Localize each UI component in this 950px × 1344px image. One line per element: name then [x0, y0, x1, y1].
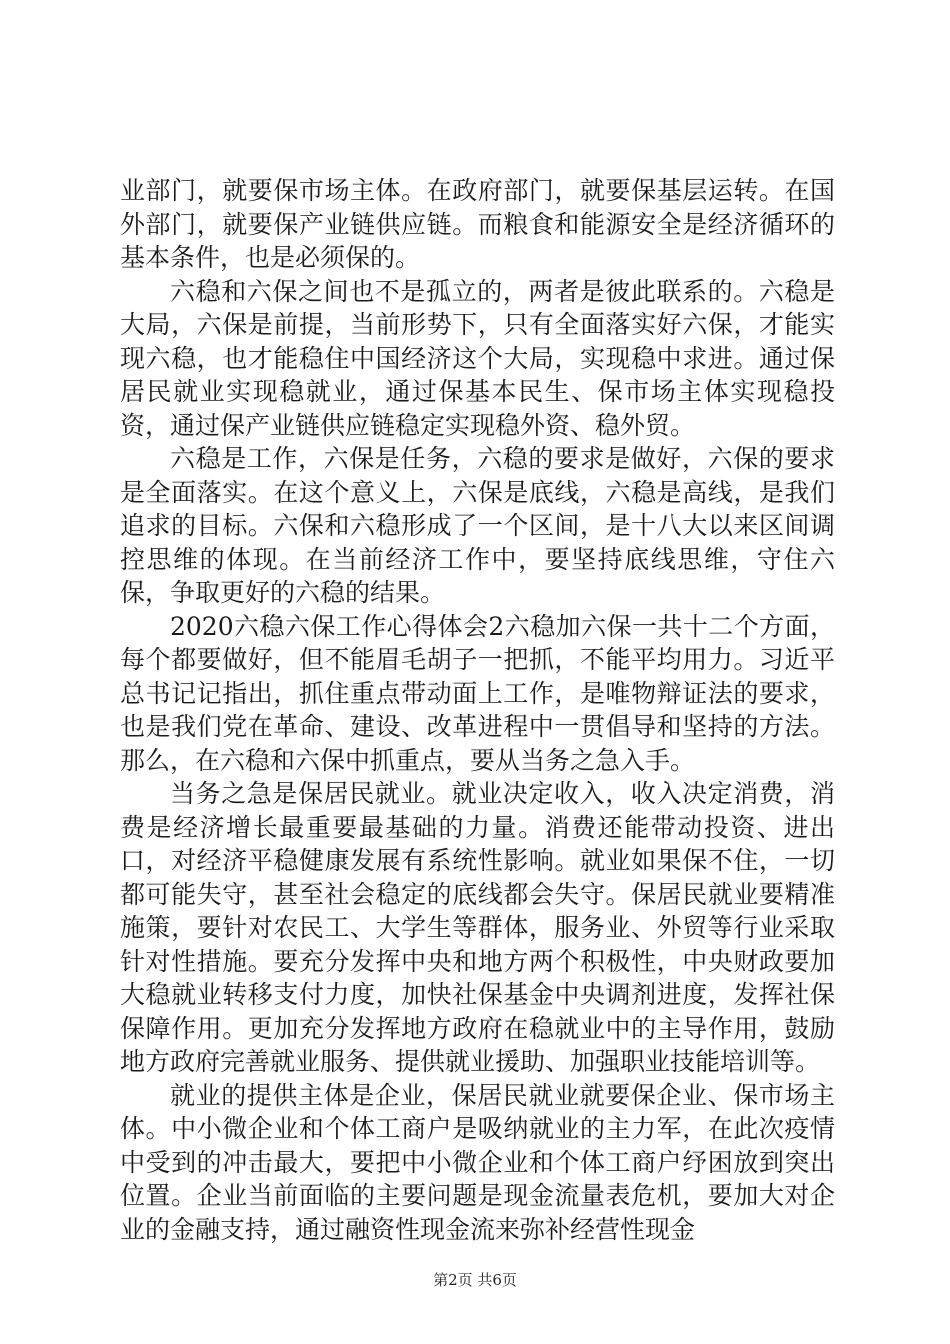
document-body — [120, 174, 835, 1246]
page-footer: 第2页 共6页 — [433, 1271, 517, 1289]
paragraph-4: 2020六稳六保工作心得体会2六稳加六保一共十二个方面，每个都要做好，但不能眉毛胡子一把抓，不能平均用力。习近平总书记记指出，抓住重点带动面上工作，是唯物辩证法的要求，也是我们党在革命、建设、改革进程中一贯倡导和坚持的方法。那么，在六稳和六保中抓重点，要从当务之急入手。 — [120, 611, 835, 775]
paragraph-5: 当务之急是保居民就业。就业决定收入，收入决定消费，消费是经济增长最重要最基础的力量。消费还能带动投资、进出口，对经济平稳健康发展有系统性影响。就业如果保不住，一切都可能失守，甚至社会稳定的底线都会失守。保居民就业要精准施策，要针对农民工、大学生等群体，服务业、外贸等行业采取针对性措施。要充分发挥中央和地方两个积极性，中央财政要加大稳就业转移支付力度，加快社保基金中央调剂进度，发挥社保保障作用。更加充分发挥地方政府在稳就业中的主导作用，鼓励地方政府完善就业服务、提供就业援助、加强职业技能培训等。 — [120, 779, 835, 1076]
paragraph-6: 就业的提供主体是企业，保居民就业就要保企业、保市场主体。中小微企业和个体工商户是吸纳就业的主力军，在此次疫情中受到的冲击最大，要把中小微企业和个体工商户纾困放到突出位置。企业当前面临的主要问题是现金流量表危机，要加大对企业的金融支持，通过融资性现金流来弥补经营性现金 — [120, 1080, 835, 1244]
paragraph-2: 六稳和六保之间也不是孤立的，两者是彼此联系的。六稳是大局，六保是前提，当前形势下，只有全面落实好六保，才能实现六稳，也才能稳住中国经济这个大局，实现稳中求进。通过保居民就业实现稳就业，通过保基本民生、保市场主体实现稳投资，通过保产业链供应链稳定实现稳外资、稳外贸。 — [120, 276, 835, 440]
paragraph-1: 业部门，就要保市场主体。在政府部门，就要保基层运转。在国外部门，就要保产业链供应链。而粮食和能源安全是经济循环的基本条件，也是必须保的。 — [120, 176, 835, 272]
paragraph-3: 六稳是工作，六保是任务，六稳的要求是做好，六保的要求是全面落实。在这个意义上，六保是底线，六稳是高线，是我们追求的目标。六保和六稳形成了一个区间，是十八大以来区间调控思维的体现。在当前经济工作中，要坚持底线思维，守住六保，争取更好的六稳的结果。 — [120, 444, 835, 607]
